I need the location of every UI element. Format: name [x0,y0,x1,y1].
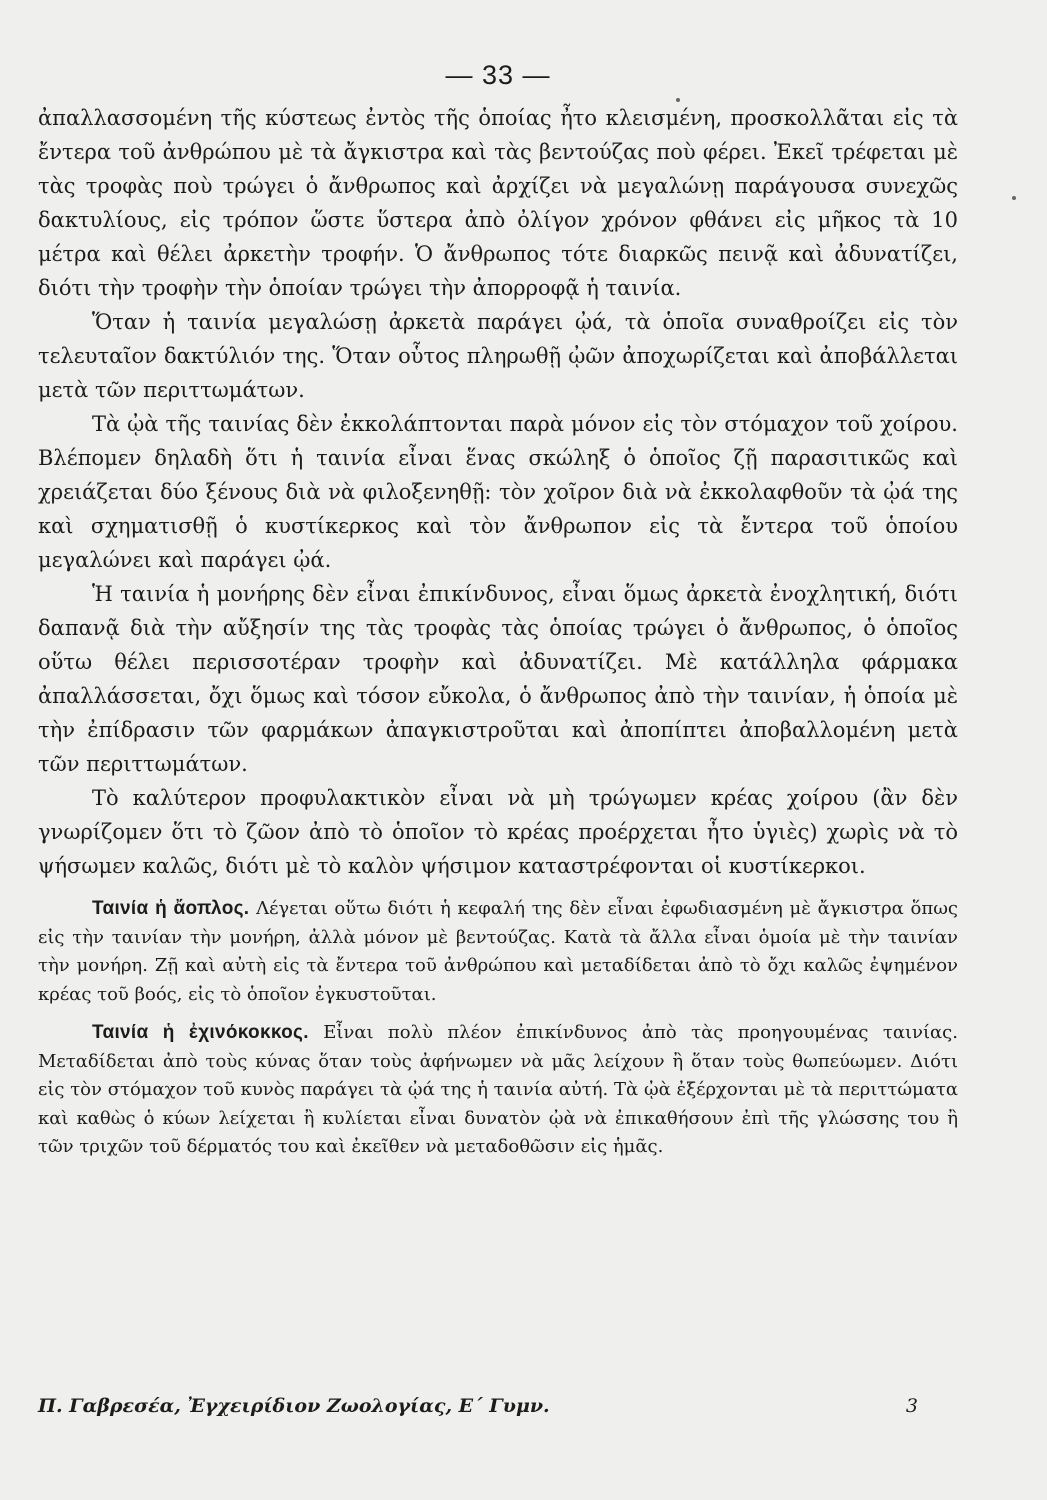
print-speck [676,98,680,102]
paragraph-5: Τὸ καλύτερον προφυλακτικὸν εἶναι νὰ μὴ τρώγωμεν κρέας χοίρου (ἂν δὲν γνωρίζομεν ὅτι τὸ ζῶον ἀπὸ τὸ ὁποῖον τὸ κρέας προέρχεται ἦτο ὑγιὲς) χωρὶς νὰ τὸ ψήσωμεν καλῶς, διότι μὲ τὸ καλὸν ψήσιμον καταστρέφονται οἱ κυστίκερκοι. [38,786,958,878]
footer-citation: Π. Γαβρεσέα, Ἐγχειρίδιον Ζωολογίας, Ε΄ Γυμν. [38,1395,550,1417]
page-number: — 33 — [445,60,551,90]
section-term: Ταινία ἡ ἄοπλος. [92,898,250,919]
section-taenia-saginata [38,895,958,1009]
page-footer [38,1395,958,1417]
section-term: Ταινία ἡ ἐχινόκοκκος. [92,1022,309,1043]
paragraph-3: Τὰ ᾠὰ τῆς ταινίας δὲν ἐκκολάπτονται παρὰ μόνον εἰς τὸν στόμαχον τοῦ χοίρου. Βλέπομεν δηλαδὴ ὅτι ἡ ταινία εἶναι ἕνας σκώληξ ὁ ὁποῖος ζῇ παρασιτικῶς καὶ χρειάζεται δύο ξένους διὰ νὰ φιλοξενηθῇ: τὸν χοῖρον διὰ νὰ ἐκκολαφθοῦν τὰ ᾠά της καὶ σχηματισθῇ ὁ κυστίκερκος καὶ τὸν ἄνθρωπον εἰς τὰ ἔντερα τοῦ ὁποίου μεγαλώνει καὶ παράγει ᾠά. [38,412,958,572]
section-text: Εἶναι πολὺ πλέον ἐπικίνδυνος ἀπὸ τὰς προηγουμένας ταινίας. Μεταδίδεται ἀπὸ τοὺς κύνας ὅταν τοὺς ἀφήνωμεν νὰ μᾶς λείχουν ἢ ὅταν τοὺς θωπεύωμεν. Διότι εἰς τὸν στόμαχον τοῦ κυνὸς παράγει τὰ ᾠά της ἡ ταινία αὐτή. Τὰ ᾠὰ ἐξέρχονται μὲ τὰ περιττώματα καὶ καθὼς ὁ κύων λείχεται ἢ κυλίεται εἶναι δυνατὸν ᾠὰ νὰ ἐπικαθήσουν ἐπὶ τῆς γλώσσης του ἢ τῶν τριχῶν τοῦ δέρματός του καὶ ἐκεῖθεν νὰ μεταδοθῶσιν εἰς ἡμᾶς. [38,1022,958,1157]
signature-mark: 3 [905,1395,918,1417]
paragraph-1: ἀπαλλασσομένη τῆς κύστεως ἐντὸς τῆς ὁποίας ἦτο κλεισμένη, προσκολλᾶται εἰς τὰ ἔντερα τοῦ ἀνθρώπου μὲ τὰ ἄγκιστρα καὶ τὰς βεντούζας ποὺ φέρει. Ἐκεῖ τρέφεται μὲ τὰς τροφὰς ποὺ τρώγει ὁ ἄνθρωπος καὶ ἀρχίζει νὰ μεγαλώνῃ παράγουσα συνεχῶς δακτυλίους, εἰς τρόπον ὥστε ὕστερα ἀπὸ ὀλίγον χρόνον φθάνει εἰς μῆκος τὰ 10 μέτρα καὶ θέλει ἀρκετὴν τροφήν. Ὁ ἄνθρωπος τότε διαρκῶς πεινᾷ καὶ ἀδυνατίζει, διότι τὴν τροφὴν τὴν ὁποίαν τρώγει τὴν ἀπορροφᾷ ἡ ταινία. [38,106,958,300]
print-speck [1012,196,1016,200]
section-text: Λέγεται οὕτω διότι ἡ κεφαλή της δὲν εἶναι ἐφωδιασμένη μὲ ἄγκιστρα ὅπως εἰς τὴν ταινίαν τὴν μονήρη, ἀλλὰ μόνον μὲ βεντούζας. Κατὰ τὰ ἄλλα εἶναι ὁμοία μὲ τὴν ταινίαν τὴν μονήρη. Ζῇ καὶ αὐτὴ εἰς τὰ ἔντερα τοῦ ἀνθρώπου καὶ μεταδίδεται ἀπὸ τὸ ὄχι καλῶς ἐψημένον κρέας τοῦ βοός, εἰς τὸ ὁποῖον ἐγκυστοῦται. [38,898,958,1005]
paragraph-2: Ὅταν ἡ ταινία μεγαλώσῃ ἀρκετὰ παράγει ᾠά, τὰ ὁποῖα συναθροίζει εἰς τὸν τελευταῖον δακτύλιόν της. Ὅταν οὗτος πληρωθῇ ᾠῶν ἀποχωρίζεται καὶ ἀποβάλλεται μετὰ τῶν περιττωμάτων. [38,310,958,402]
book-page [38,60,958,1480]
paragraph-4: Ἡ ταινία ἡ μονήρης δὲν εἶναι ἐπικίνδυνος, εἶναι ὅμως ἀρκετὰ ἐνοχλητική, διότι δαπανᾷ διὰ τὴν αὔξησίν της τὰς τροφὰς τὰς ὁποίας τρώγει ὁ ἄνθρωπος, ὁ ὁποῖος οὕτω θέλει περισσοτέραν τροφὴν καὶ ἀδυνατίζει. Μὲ κατάλληλα φάρμακα ἀπαλλάσσεται, ὄχι ὅμως καὶ τόσον εὔκολα, ὁ ἄνθρωπος ἀπὸ τὴν ταινίαν, ἡ ὁποία μὲ τὴν ἐπίδρασιν τῶν φαρμάκων ἀπαγκιστροῦται καὶ ἀποπίπτει ἀποβαλλομένη μετὰ τῶν περιττωμάτων. [38,582,958,776]
section-echinococcus [38,1019,958,1162]
